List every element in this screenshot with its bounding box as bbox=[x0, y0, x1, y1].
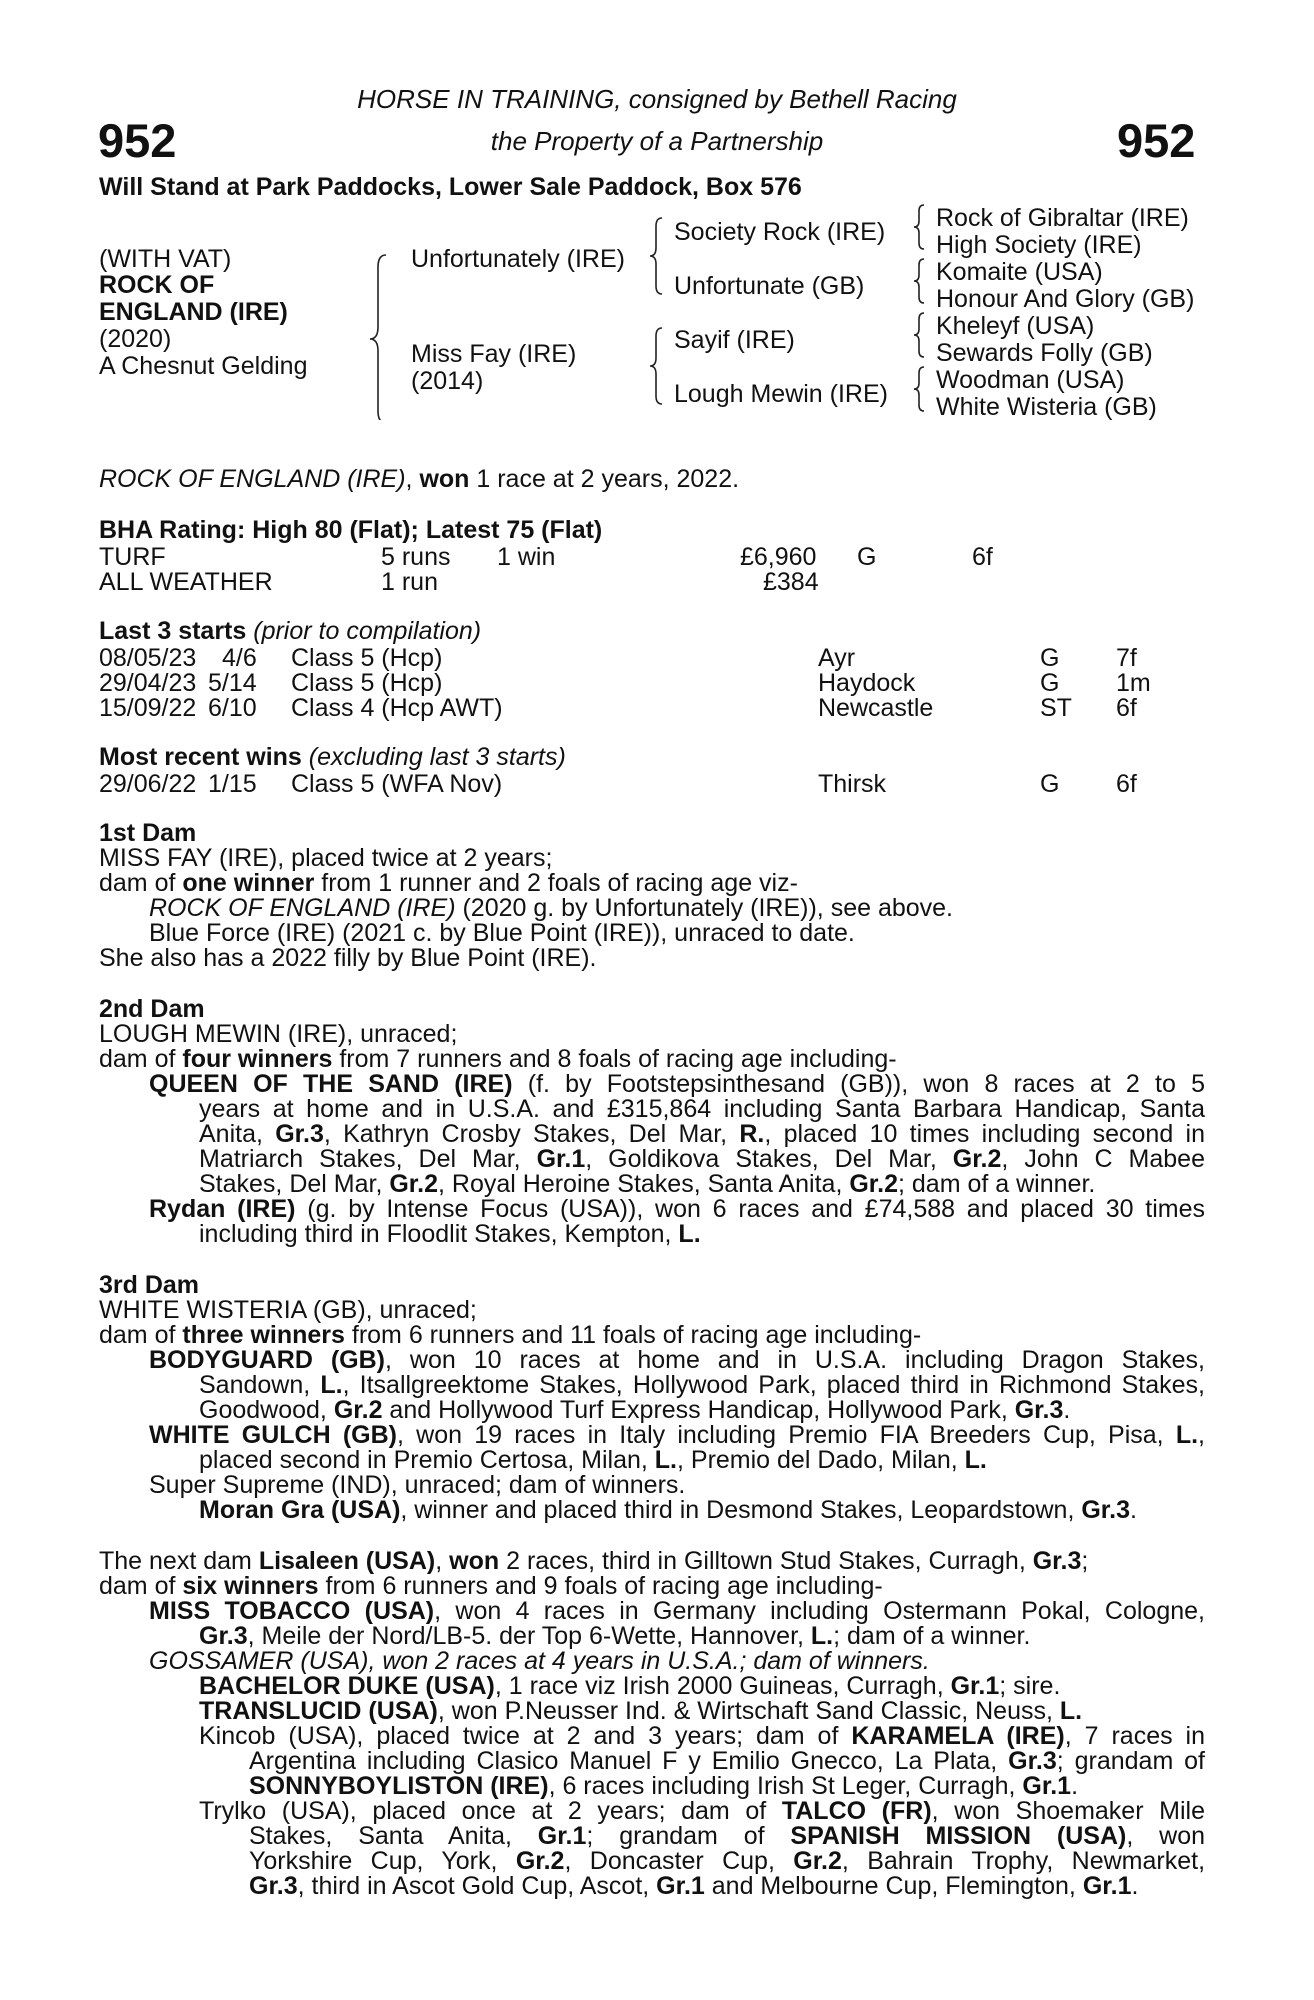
start-distance: 7f bbox=[1116, 644, 1137, 672]
grade: Gr.3 bbox=[199, 1622, 248, 1650]
text: Argentina including Clasico Manuel F y Emilio Gnecco, La Plata, bbox=[249, 1747, 1009, 1775]
grade: Gr.1 bbox=[1082, 1872, 1132, 1900]
text: from 6 runners and 9 foals of racing age including- bbox=[318, 1572, 883, 1600]
produce-name: KARAMELA (IRE) bbox=[851, 1722, 1065, 1750]
third-dam-line: WHITE WISTERIA (GB), unraced; bbox=[99, 1296, 477, 1324]
text: ; grandam of bbox=[1056, 1747, 1205, 1775]
text: , winner and placed third in Desmond Stakes, Leopardstown, bbox=[400, 1496, 1082, 1524]
recent-wins-heading bbox=[99, 745, 566, 770]
horse-name-1: ROCK OF bbox=[99, 271, 215, 299]
summary-name: ROCK OF ENGLAND (IRE) bbox=[99, 465, 406, 493]
text: Yorkshire Cup, York, bbox=[249, 1847, 516, 1875]
text: . bbox=[1063, 1396, 1071, 1424]
produce-line bbox=[249, 1824, 1205, 1849]
start-position: 6/10 bbox=[208, 694, 257, 722]
third-dam-line bbox=[99, 1323, 921, 1348]
text: (2020 g. by Unfortunately (IRE)), see above. bbox=[455, 894, 954, 922]
start-going: G bbox=[1040, 669, 1060, 697]
produce-name: MISS TOBACCO (USA) bbox=[149, 1597, 435, 1625]
text: , won Shoemaker Mile bbox=[931, 1797, 1205, 1825]
text: dam of bbox=[99, 1321, 183, 1349]
dam-sire: Sayif (IRE) bbox=[674, 326, 795, 354]
first-dam-heading: 1st Dam bbox=[99, 819, 197, 847]
next-dam-line bbox=[99, 1574, 883, 1599]
grade: Gr.3 bbox=[1032, 1547, 1082, 1575]
produce-line bbox=[149, 1423, 1205, 1448]
grade: L. bbox=[1175, 1421, 1199, 1449]
text: . bbox=[1131, 1872, 1139, 1900]
grade: Gr.1 bbox=[950, 1672, 1000, 1700]
text: ; dam of a winner. bbox=[833, 1622, 1031, 1650]
ped-sdd: Honour And Glory (GB) bbox=[936, 285, 1195, 313]
ped-ddd: White Wisteria (GB) bbox=[936, 393, 1157, 421]
grade: Gr.2 bbox=[389, 1170, 439, 1198]
ped-dsd: Sewards Folly (GB) bbox=[936, 339, 1153, 367]
grade: L. bbox=[964, 1446, 987, 1474]
second-dam-heading: 2nd Dam bbox=[99, 995, 205, 1023]
win-position: 1/15 bbox=[208, 770, 257, 798]
produce-line bbox=[199, 1498, 1137, 1523]
summary-rest: 1 race at 2 years, 2022. bbox=[469, 465, 740, 493]
text-bold: one winner bbox=[182, 869, 315, 897]
text: , bbox=[1198, 1421, 1205, 1449]
third-dam-heading: 3rd Dam bbox=[99, 1271, 200, 1299]
ped-sss: Rock of Gibraltar (IRE) bbox=[936, 204, 1189, 232]
summary-won: won bbox=[419, 465, 470, 493]
rating-dist: 6f bbox=[972, 543, 993, 571]
win-date: 29/06/22 bbox=[99, 770, 197, 798]
start-course: Haydock bbox=[818, 669, 916, 697]
grade: L. bbox=[678, 1220, 701, 1248]
text: . bbox=[1130, 1496, 1137, 1524]
produce-name: SPANISH MISSION (USA) bbox=[790, 1822, 1127, 1850]
last-starts-note: (prior to compilation) bbox=[246, 617, 482, 645]
rating-surface: TURF bbox=[99, 543, 166, 571]
first-dam-line: She also has a 2022 filly by Blue Point (IRE). bbox=[99, 944, 597, 972]
grade: Gr.2 bbox=[952, 1145, 1002, 1173]
produce-line bbox=[149, 1348, 1205, 1373]
produce-line bbox=[199, 1122, 1205, 1147]
text: , Premio del Dado, Milan, bbox=[677, 1446, 965, 1474]
grade: Gr.3 bbox=[1014, 1396, 1064, 1424]
text: , 7 races in bbox=[1064, 1722, 1206, 1750]
produce-line bbox=[249, 1874, 1138, 1899]
recent-wins-note: (excluding last 3 starts) bbox=[301, 743, 566, 771]
text: Stakes, Del Mar, bbox=[199, 1170, 390, 1198]
text-bold: four winners bbox=[182, 1045, 333, 1073]
sire-sire: Society Rock (IRE) bbox=[674, 218, 886, 246]
start-class: Class 5 (Hcp) bbox=[291, 669, 443, 697]
grade: Gr.3 bbox=[275, 1120, 324, 1148]
produce-line bbox=[149, 1072, 1205, 1097]
text: and Hollywood Turf Express Handicap, Hollywood Park, bbox=[382, 1396, 1015, 1424]
start-date: 08/05/23 bbox=[99, 644, 197, 672]
start-distance: 6f bbox=[1116, 694, 1137, 722]
grade: Gr.1 bbox=[537, 1822, 587, 1850]
produce-line bbox=[199, 1699, 1082, 1724]
text: from 1 runner and 2 foals of racing age viz- bbox=[314, 869, 798, 897]
grade: Gr.3 bbox=[1081, 1496, 1131, 1524]
produce-name: WHITE GULCH (GB) bbox=[149, 1421, 397, 1449]
text: , won bbox=[1126, 1822, 1206, 1850]
text: , placed 10 times including second in bbox=[764, 1120, 1205, 1148]
grade: Gr.1 bbox=[1022, 1772, 1072, 1800]
text: , 6 races including Irish St Leger, Curragh, bbox=[548, 1772, 1023, 1800]
produce-line bbox=[199, 1373, 1205, 1398]
text-bold: three winners bbox=[182, 1321, 345, 1349]
rating-wins: 1 win bbox=[497, 543, 556, 571]
grade: Gr.3 bbox=[1008, 1747, 1057, 1775]
horse-description: A Chesnut Gelding bbox=[99, 352, 308, 380]
text: , Doncaster Cup, bbox=[564, 1847, 794, 1875]
text: , Goldikova Stakes, Del Mar, bbox=[585, 1145, 953, 1173]
start-class: Class 5 (Hcp) bbox=[291, 644, 443, 672]
text: including third in Floodlit Stakes, Kempton, bbox=[199, 1220, 679, 1248]
start-distance: 1m bbox=[1116, 669, 1151, 697]
start-date: 15/09/22 bbox=[99, 694, 197, 722]
text-bold: won bbox=[449, 1547, 500, 1575]
grade: Gr.2 bbox=[849, 1170, 899, 1198]
sire-dam: Unfortunate (GB) bbox=[674, 272, 865, 300]
grade: L. bbox=[320, 1371, 343, 1399]
produce-line: years at home and in U.S.A. and £315,864 including Santa Barbara Handicap, Santa bbox=[199, 1095, 1205, 1123]
produce-line bbox=[199, 1398, 1070, 1423]
text: , Kathryn Crosby Stakes, Del Mar, bbox=[323, 1120, 740, 1148]
text: , won P.Neusser Ind. & Wirtschaft Sand Classic, Neuss, bbox=[437, 1697, 1060, 1725]
text: , won 19 races in Italy including Premio FIA Breeders Cup, Pisa, bbox=[397, 1421, 1176, 1449]
rating-prize: £6,960 bbox=[740, 543, 817, 571]
text: . bbox=[1071, 1772, 1079, 1800]
produce-line bbox=[199, 1147, 1205, 1172]
produce-name: TRANSLUCID (USA) bbox=[199, 1697, 438, 1725]
text: ; dam of a winner. bbox=[898, 1170, 1096, 1198]
ped-dds: Woodman (USA) bbox=[936, 366, 1125, 394]
text: (g. by Intense Focus (USA)), won 6 races and £74,588 and placed 30 times bbox=[295, 1195, 1205, 1223]
text: from 7 runners and 8 foals of racing age including- bbox=[332, 1045, 897, 1073]
text: , 1 race viz Irish 2000 Guineas, Curragh, bbox=[494, 1672, 951, 1700]
text: , third in Ascot Gold Cup, Ascot, bbox=[297, 1872, 657, 1900]
horse-name-2: ENGLAND (IRE) bbox=[99, 298, 288, 326]
produce-line bbox=[149, 1197, 1205, 1222]
grade: Gr.1 bbox=[656, 1872, 705, 1900]
rating-surface: ALL WEATHER bbox=[99, 568, 273, 596]
text: , won 10 races at home and in U.S.A. including Dragon Stakes, bbox=[385, 1346, 1205, 1374]
consignor-line: HORSE IN TRAINING, consigned by Bethell Racing bbox=[357, 84, 957, 114]
win-class: Class 5 (WFA Nov) bbox=[291, 770, 503, 798]
vat-note: (WITH VAT) bbox=[99, 245, 232, 273]
produce-line bbox=[199, 1222, 701, 1247]
grade: Gr.3 bbox=[249, 1872, 298, 1900]
grade: Gr.2 bbox=[793, 1847, 842, 1875]
produce-name: BODYGUARD (GB) bbox=[149, 1346, 385, 1374]
text: ; grandam of bbox=[586, 1822, 791, 1850]
ped-dss: Kheleyf (USA) bbox=[936, 312, 1095, 340]
start-course: Newcastle bbox=[818, 694, 934, 722]
text: , Royal Heroine Stakes, Santa Anita, bbox=[438, 1170, 850, 1198]
bha-rating-heading: BHA Rating: High 80 (Flat); Latest 75 (Flat) bbox=[99, 516, 603, 544]
text: , John C Mabee bbox=[1001, 1145, 1205, 1173]
rating-going: G bbox=[857, 543, 877, 571]
grade: L. bbox=[654, 1446, 677, 1474]
produce-name: BACHELOR DUKE (USA) bbox=[199, 1672, 495, 1700]
win-going: G bbox=[1040, 770, 1060, 798]
text: The next dam bbox=[99, 1547, 259, 1575]
text: Kincob (USA), placed twice at 2 and 3 years; dam of bbox=[199, 1722, 852, 1750]
text: (f. by Footstepsinthesand (GB)), won 8 races at 2 to 5 bbox=[512, 1070, 1205, 1098]
produce-line bbox=[249, 1849, 1205, 1874]
win-distance: 6f bbox=[1116, 770, 1137, 798]
start-position: 5/14 bbox=[208, 669, 257, 697]
text: placed second in Premio Certosa, Milan, bbox=[199, 1446, 655, 1474]
text: dam of bbox=[99, 1572, 183, 1600]
produce-name: Rydan (IRE) bbox=[149, 1195, 296, 1223]
text: from 6 runners and 11 foals of racing age including- bbox=[344, 1321, 922, 1349]
produce-line bbox=[249, 1749, 1205, 1774]
dam: Miss Fay (IRE) bbox=[411, 340, 577, 368]
text: dam of bbox=[99, 869, 183, 897]
produce-line bbox=[199, 1724, 1205, 1749]
second-dam-line bbox=[99, 1047, 897, 1072]
grade: Gr.2 bbox=[333, 1396, 383, 1424]
text: Matriarch Stakes, Del Mar, bbox=[199, 1145, 537, 1173]
text-bold: six winners bbox=[182, 1572, 319, 1600]
start-date: 29/04/23 bbox=[99, 669, 197, 697]
grade: R. bbox=[739, 1120, 765, 1148]
produce-line bbox=[199, 1624, 1030, 1649]
produce-name: Moran Gra (USA) bbox=[199, 1496, 401, 1524]
horse-year: (2020) bbox=[99, 325, 172, 353]
lot-number-right: 952 bbox=[1117, 114, 1196, 167]
produce-name: SONNYBOYLISTON (IRE) bbox=[249, 1772, 549, 1800]
first-dam-produce: Blue Force (IRE) (2021 c. by Blue Point (IRE)), unraced to date. bbox=[149, 919, 855, 947]
last-starts-title: Last 3 starts bbox=[99, 617, 247, 645]
first-dam-line: MISS FAY (IRE), placed twice at 2 years; bbox=[99, 844, 553, 872]
grade: L. bbox=[1059, 1697, 1083, 1725]
text: Sandown, bbox=[199, 1371, 321, 1399]
recent-wins-title: Most recent wins bbox=[99, 743, 302, 771]
produce-line bbox=[199, 1674, 1060, 1699]
win-course: Thirsk bbox=[818, 770, 887, 798]
rating-prize: £384 bbox=[763, 568, 819, 596]
text: ; sire. bbox=[999, 1672, 1061, 1700]
text: dam of bbox=[99, 1045, 183, 1073]
start-class: Class 4 (Hcp AWT) bbox=[291, 694, 503, 722]
start-course: Ayr bbox=[818, 644, 856, 672]
text: , Itsallgreektome Stakes, Hollywood Park, placed third in Richmond Stakes, bbox=[342, 1371, 1206, 1399]
produce-line bbox=[149, 1599, 1205, 1624]
grade: Gr.1 bbox=[536, 1145, 586, 1173]
produce-line bbox=[249, 1774, 1078, 1799]
race-summary: ROCK OF ENGLAND (IRE), won 1 race at 2 years, 2022. bbox=[99, 465, 740, 493]
text: ; bbox=[1081, 1547, 1089, 1575]
dam-name: Lisaleen (USA) bbox=[258, 1547, 436, 1575]
text: Anita, bbox=[199, 1120, 276, 1148]
first-dam-line bbox=[99, 871, 798, 896]
produce-name: QUEEN OF THE SAND (IRE) bbox=[149, 1070, 513, 1098]
sire: Unfortunately (IRE) bbox=[411, 245, 625, 273]
second-dam-line: LOUGH MEWIN (IRE), unraced; bbox=[99, 1020, 458, 1048]
text: , Meile der Nord/LB-5. der Top 6-Wette, Hannover, bbox=[247, 1622, 811, 1650]
rating-runs: 5 runs bbox=[381, 543, 451, 571]
start-position: 4/6 bbox=[222, 644, 257, 672]
dam-dam: Lough Mewin (IRE) bbox=[674, 380, 888, 408]
next-dam-line bbox=[99, 1549, 1088, 1574]
text: , won 4 races in Germany including Ostermann Pokal, Cologne, bbox=[434, 1597, 1205, 1625]
text: Trylko (USA), placed once at 2 years; dam of bbox=[199, 1797, 782, 1825]
ped-sds: Komaite (USA) bbox=[936, 258, 1103, 286]
text: 2 races, third in Gilltown Stud Stakes, Curragh, bbox=[499, 1547, 1033, 1575]
produce-line bbox=[199, 1172, 1095, 1197]
start-going: ST bbox=[1040, 694, 1072, 722]
grade: Gr.2 bbox=[515, 1847, 565, 1875]
produce-line bbox=[199, 1448, 987, 1473]
produce-line: Super Supreme (IND), unraced; dam of winners. bbox=[149, 1471, 686, 1499]
produce-line: GOSSAMER (USA), won 2 races at 4 years in U.S.A.; dam of winners. bbox=[149, 1647, 930, 1675]
text: Stakes, Santa Anita, bbox=[249, 1822, 538, 1850]
start-going: G bbox=[1040, 644, 1060, 672]
produce-name: ROCK OF ENGLAND (IRE) bbox=[149, 894, 456, 922]
stand-location: Will Stand at Park Paddocks, Lower Sale Paddock, Box 576 bbox=[99, 173, 802, 201]
text: and Melbourne Cup, Flemington, bbox=[704, 1872, 1083, 1900]
rating-runs: 1 run bbox=[381, 568, 438, 596]
ped-ssd: High Society (IRE) bbox=[936, 231, 1142, 259]
property-line: the Property of a Partnership bbox=[490, 126, 824, 156]
dam-year: (2014) bbox=[411, 367, 484, 395]
grade: L. bbox=[810, 1622, 834, 1650]
last-starts-heading bbox=[99, 619, 481, 644]
text: , Bahrain Trophy, Newmarket, bbox=[841, 1847, 1206, 1875]
produce-name: TALCO (FR) bbox=[781, 1797, 932, 1825]
text: Goodwood, bbox=[199, 1396, 334, 1424]
first-dam-produce bbox=[149, 896, 953, 921]
produce-line bbox=[199, 1799, 1205, 1824]
lot-number-left: 952 bbox=[98, 114, 177, 167]
text: , bbox=[435, 1547, 450, 1575]
